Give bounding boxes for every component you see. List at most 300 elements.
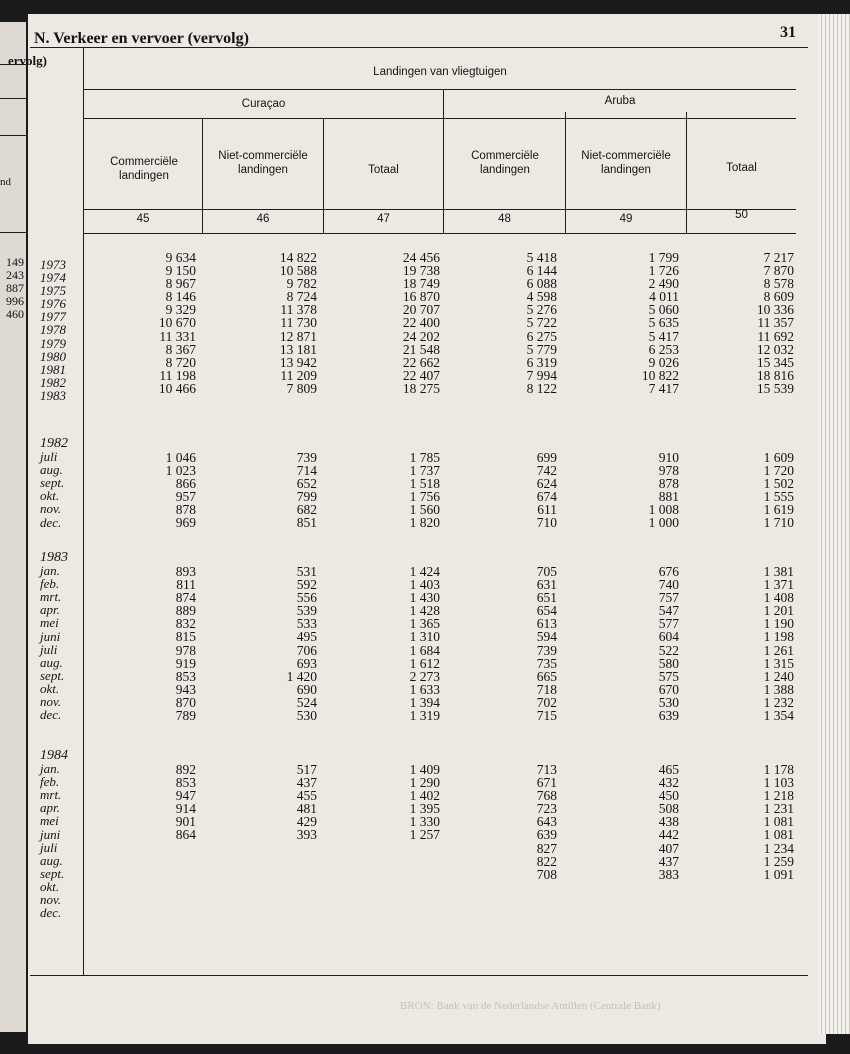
table-cell: 580 xyxy=(658,655,679,671)
table-cell: 1 430 xyxy=(409,590,440,606)
table-cell: 739 xyxy=(296,450,317,465)
table-cell: 1 231 xyxy=(763,801,794,817)
row-label: nov. xyxy=(40,501,62,517)
strip-rule xyxy=(0,135,26,136)
table-cell: 11 730 xyxy=(280,315,317,331)
table-cell: 1 402 xyxy=(409,788,440,804)
table-cell: 1 201 xyxy=(763,603,794,619)
table-cell: 957 xyxy=(175,489,196,505)
column-c45-b1984 xyxy=(126,763,196,842)
section-title: N. Verkeer en vervoer (vervolg) xyxy=(34,30,249,47)
table-cell: 735 xyxy=(536,655,557,671)
table-cell: 665 xyxy=(536,668,557,684)
row-label: juni xyxy=(40,628,61,644)
table-cell: 8 122 xyxy=(526,380,557,396)
table-cell: 708 xyxy=(536,866,557,882)
table-cell: 713 xyxy=(536,762,557,777)
table-cell: 7 809 xyxy=(286,380,317,396)
table-cell: 822 xyxy=(536,853,557,869)
table-cell: 1 394 xyxy=(409,694,440,710)
table-cell: 22 407 xyxy=(402,367,440,383)
table-cell: 1 259 xyxy=(763,853,794,869)
table-cell: 20 707 xyxy=(402,302,440,318)
column-c48-b1984 xyxy=(487,763,557,881)
row-label: sept. xyxy=(40,475,65,491)
table-cell: 15 539 xyxy=(756,380,794,396)
left-strip-numbers xyxy=(0,256,26,321)
col-number-46: 46 xyxy=(256,213,270,225)
table-cell: 624 xyxy=(536,476,557,492)
col-number-49: 49 xyxy=(619,213,633,225)
table-cell: 6 253 xyxy=(648,341,679,357)
table-cell: 455 xyxy=(296,788,317,804)
row-label: 1980 xyxy=(40,348,66,364)
table-cell: 9 782 xyxy=(286,276,317,292)
row-label: 1973 xyxy=(40,257,66,272)
table-cell: 901 xyxy=(175,814,196,830)
table-cell: 789 xyxy=(175,708,196,724)
header-bottom-rule xyxy=(84,233,796,234)
row-label: 1977 xyxy=(40,309,66,325)
table-cell: 1 218 xyxy=(763,788,794,804)
table-cell: 11 209 xyxy=(280,367,317,383)
table-cell: 8 578 xyxy=(763,276,794,292)
strip-number: 243 xyxy=(6,268,24,282)
table-cell: 432 xyxy=(658,775,679,791)
table-cell: 429 xyxy=(296,814,317,830)
table-cell: 10 588 xyxy=(279,263,317,279)
table-cell: 1 178 xyxy=(763,762,794,777)
table-cell: 10 336 xyxy=(756,302,794,318)
table-cell: 654 xyxy=(536,603,557,619)
table-cell: 1 257 xyxy=(409,827,440,843)
column-c47-b1983 xyxy=(370,565,440,722)
table-cell: 757 xyxy=(658,590,679,606)
table-cell: 6 088 xyxy=(526,276,557,292)
table-bottom-rule xyxy=(30,975,808,976)
col-number-50: 50 xyxy=(735,209,748,221)
table-cell: 13 942 xyxy=(279,354,317,370)
table-cell: 1 330 xyxy=(409,814,440,830)
table-cell: 508 xyxy=(658,801,679,817)
table-cell: 1 008 xyxy=(648,502,679,518)
block-year-label: 1983 xyxy=(40,550,68,565)
column-c50-b1983 xyxy=(724,565,794,722)
row-label: jan. xyxy=(40,761,60,777)
block-year-label: 1982 xyxy=(40,436,68,451)
table-cell: 11 357 xyxy=(757,315,794,331)
table-cell: 16 870 xyxy=(402,289,440,305)
left-strip-fragment: nd xyxy=(0,176,11,188)
strip-number: 460 xyxy=(6,307,24,321)
table-cell: 6 144 xyxy=(526,263,557,279)
table-cell: 978 xyxy=(658,463,679,479)
table-cell: 495 xyxy=(296,629,317,645)
table-cell: 1 354 xyxy=(763,708,794,724)
table-cell: 9 150 xyxy=(165,263,196,279)
table-cell: 522 xyxy=(658,642,679,658)
column-c48-b1982 xyxy=(487,451,557,530)
table-cell: 910 xyxy=(658,450,679,465)
table-cell: 8 967 xyxy=(165,276,196,292)
table-cell: 531 xyxy=(296,564,317,579)
table-cell: 799 xyxy=(296,489,317,505)
table-cell: 18 816 xyxy=(756,367,794,383)
table-cell: 651 xyxy=(536,590,557,606)
table-cell: 524 xyxy=(296,694,317,710)
table-cell: 1 799 xyxy=(648,250,679,265)
table-cell: 437 xyxy=(658,853,679,869)
table-cell: 21 548 xyxy=(402,341,440,357)
row-label: juli xyxy=(40,449,58,465)
table-cell: 407 xyxy=(658,840,679,856)
row-label: juni xyxy=(40,826,61,842)
table-cell: 851 xyxy=(296,515,317,531)
table-cell: 715 xyxy=(536,708,557,724)
table-cell: 22 400 xyxy=(402,315,440,331)
table-cell: 1 710 xyxy=(763,515,794,531)
table-cell: 9 634 xyxy=(165,250,196,265)
page-stack-edge xyxy=(818,14,850,1034)
row-labels-years xyxy=(40,258,66,402)
column-c47-years xyxy=(370,251,440,395)
table-cell: 530 xyxy=(658,694,679,710)
row-label: aug. xyxy=(40,654,63,670)
table-cell: 530 xyxy=(296,708,317,724)
table-cell: 1 409 xyxy=(409,762,440,777)
table-cell: 947 xyxy=(175,788,196,804)
table-cell: 575 xyxy=(658,668,679,684)
table-cell: 1 619 xyxy=(763,502,794,518)
table-cell: 1 319 xyxy=(409,708,440,724)
table-cell: 5 418 xyxy=(526,250,557,265)
header-col50: Totaal xyxy=(726,162,757,174)
row-label: mrt. xyxy=(40,589,62,605)
table-cell: 11 198 xyxy=(159,367,196,383)
table-cell: 832 xyxy=(175,616,196,632)
table-cell: 18 749 xyxy=(402,276,440,292)
table-cell: 11 378 xyxy=(280,302,317,318)
table-cell: 7 217 xyxy=(763,250,794,265)
row-label: nov. xyxy=(40,694,62,710)
table-cell: 5 276 xyxy=(526,302,557,318)
table-cell: 652 xyxy=(296,476,317,492)
row-label: dec. xyxy=(40,905,62,921)
table-cell: 1 381 xyxy=(763,564,794,579)
row-labels-b1982 xyxy=(40,437,68,529)
header-curacao: Curaçao xyxy=(241,98,286,110)
col-number-47: 47 xyxy=(377,213,390,225)
row-label: sept. xyxy=(40,667,65,683)
table-cell: 8 720 xyxy=(165,354,196,370)
table-cell: 1 756 xyxy=(409,489,440,505)
table-cell: 1 081 xyxy=(763,827,794,843)
row-labels-b1983 xyxy=(40,551,68,721)
table-cell: 693 xyxy=(296,655,317,671)
column-c48-years xyxy=(487,251,557,395)
col-number-48: 48 xyxy=(498,213,511,225)
row-label: okt. xyxy=(40,680,60,696)
table-cell: 592 xyxy=(296,577,317,593)
table-cell: 539 xyxy=(296,603,317,619)
column-c48-b1983 xyxy=(487,565,557,722)
table-cell: 11 331 xyxy=(159,328,196,344)
table-cell: 1 785 xyxy=(409,450,440,465)
table-cell: 881 xyxy=(658,489,679,505)
strip-rule xyxy=(0,98,26,99)
column-c49-b1982 xyxy=(609,451,679,530)
row-label: apr. xyxy=(40,602,60,618)
row-label: okt. xyxy=(40,878,60,894)
table-cell: 1 103 xyxy=(763,775,794,791)
table-cell: 639 xyxy=(536,827,557,843)
row-label: 1976 xyxy=(40,296,66,312)
row-label: 1981 xyxy=(40,361,66,377)
table-cell: 7 870 xyxy=(763,263,794,279)
table-cell: 1 240 xyxy=(763,668,794,684)
table-cell: 1 000 xyxy=(648,515,679,531)
table-cell: 718 xyxy=(536,681,557,697)
row-label: 1974 xyxy=(40,270,66,286)
table-cell: 450 xyxy=(658,788,679,804)
column-c49-b1984 xyxy=(609,763,679,881)
table-cell: 577 xyxy=(658,616,679,632)
header-col45: Commerciële landingen xyxy=(110,156,178,182)
table-cell: 1 023 xyxy=(165,463,196,479)
table-cell: 1 371 xyxy=(763,577,794,593)
table-cell: 19 738 xyxy=(402,263,440,279)
header-rule xyxy=(84,89,796,90)
table-cell: 1 420 xyxy=(286,668,317,684)
row-label: 1983 xyxy=(40,387,66,403)
table-cell: 1 261 xyxy=(763,642,794,658)
table-cell: 9 026 xyxy=(648,354,679,370)
table-cell: 1 310 xyxy=(409,629,440,645)
table-cell: 866 xyxy=(175,476,196,492)
table-cell: 10 822 xyxy=(641,367,679,383)
row-label: dec. xyxy=(40,707,62,723)
table-cell: 1 502 xyxy=(763,476,794,492)
table-cell: 742 xyxy=(536,463,557,479)
row-label: nov. xyxy=(40,892,62,908)
table-cell: 517 xyxy=(296,762,317,777)
table-cell: 919 xyxy=(175,655,196,671)
table-cell: 853 xyxy=(175,668,196,684)
table-cell: 5 060 xyxy=(648,302,679,318)
table-cell: 6 275 xyxy=(526,328,557,344)
table-cell: 2 490 xyxy=(648,276,679,292)
table-cell: 811 xyxy=(176,577,196,593)
row-label: apr. xyxy=(40,800,60,816)
table-cell: 8 609 xyxy=(763,289,794,305)
row-label: 1975 xyxy=(40,283,66,299)
strip-number: 996 xyxy=(6,294,24,308)
table-cell: 8 146 xyxy=(165,289,196,305)
table-cell: 4 011 xyxy=(649,289,679,305)
strip-number: 887 xyxy=(6,281,24,295)
table-cell: 676 xyxy=(658,564,679,579)
table-cell: 639 xyxy=(658,708,679,724)
table-cell: 437 xyxy=(296,775,317,791)
table-cell: 10 670 xyxy=(158,315,196,331)
table-cell: 631 xyxy=(536,577,557,593)
table-cell: 1 232 xyxy=(763,694,794,710)
bleed-through-footer: BRON: Bank van de Nederlandse Antillen (Centrale Bank) xyxy=(400,1000,661,1012)
table-cell: 5 779 xyxy=(526,341,557,357)
table-cell: 1 365 xyxy=(409,616,440,632)
row-label: mei xyxy=(40,615,59,631)
table-cell: 8 724 xyxy=(286,289,317,305)
table-cell: 978 xyxy=(175,642,196,658)
table-cell: 1 234 xyxy=(763,840,794,856)
column-c47-b1982 xyxy=(370,451,440,530)
header-col47: Totaal xyxy=(368,164,399,176)
column-c49-b1983 xyxy=(609,565,679,722)
table-cell: 10 466 xyxy=(158,380,196,396)
header-main: Landingen van vliegtuigen xyxy=(373,66,507,78)
table-cell: 1 737 xyxy=(409,463,440,479)
table-cell: 6 319 xyxy=(526,354,557,370)
table-cell: 739 xyxy=(536,642,557,658)
table-cell: 827 xyxy=(536,840,557,856)
table-cell: 674 xyxy=(536,489,557,505)
table-cell: 1 403 xyxy=(409,577,440,593)
table-cell: 547 xyxy=(658,603,679,619)
row-label: okt. xyxy=(40,488,60,504)
column-c47-b1984 xyxy=(370,763,440,842)
row-label: aug. xyxy=(40,852,63,868)
column-c50-years xyxy=(724,251,794,395)
table-top-rule xyxy=(30,47,808,48)
table-cell: 815 xyxy=(175,629,196,645)
row-label: sept. xyxy=(40,865,65,881)
table-cell: 1 315 xyxy=(763,655,794,671)
table-cell: 7 417 xyxy=(648,380,679,396)
left-strip-title: ervolg) xyxy=(8,53,47,68)
col-number-45: 45 xyxy=(136,213,150,225)
table-cell: 892 xyxy=(175,762,196,777)
table-cell: 853 xyxy=(175,775,196,791)
table-cell: 12 032 xyxy=(756,341,794,357)
table-cell: 556 xyxy=(296,590,317,606)
table-cell: 723 xyxy=(536,801,557,817)
row-label: 1979 xyxy=(40,335,66,351)
header-col46: Niet-commerciële landingen xyxy=(218,150,308,176)
header-col49: Niet-commerciële landingen xyxy=(581,150,671,176)
strip-number: 149 xyxy=(6,255,24,269)
row-label: jan. xyxy=(40,563,60,579)
table-cell: 5 417 xyxy=(648,328,679,344)
column-c50-b1984 xyxy=(724,763,794,881)
table-cell: 9 329 xyxy=(165,302,196,318)
table-cell: 670 xyxy=(658,681,679,697)
table-cell: 1 684 xyxy=(409,642,440,658)
table-cell: 889 xyxy=(175,603,196,619)
table-cell: 699 xyxy=(536,450,557,465)
table-cell: 1 424 xyxy=(409,564,440,579)
table-cell: 740 xyxy=(658,577,679,593)
strip-rule xyxy=(0,232,26,233)
strip-rule xyxy=(0,64,26,65)
table-cell: 24 456 xyxy=(402,250,440,265)
table-cell: 465 xyxy=(658,762,679,777)
table-cell: 383 xyxy=(658,866,679,882)
table-cell: 13 181 xyxy=(279,341,317,357)
table-cell: 878 xyxy=(658,476,679,492)
table-cell: 706 xyxy=(296,642,317,658)
table-cell: 22 662 xyxy=(402,354,440,370)
table-cell: 5 635 xyxy=(648,315,679,331)
table-cell: 710 xyxy=(536,515,557,531)
table-cell: 18 275 xyxy=(402,380,440,396)
table-cell: 11 692 xyxy=(757,328,794,344)
column-c45-years xyxy=(126,251,196,395)
table-cell: 671 xyxy=(536,775,557,791)
table-cell: 613 xyxy=(536,616,557,632)
table-cell: 24 202 xyxy=(402,328,440,344)
header-aruba: Aruba xyxy=(604,95,636,107)
table-cell: 4 598 xyxy=(526,289,557,305)
table-cell: 14 822 xyxy=(279,250,317,265)
row-label: feb. xyxy=(40,576,60,592)
table-cell: 690 xyxy=(296,681,317,697)
table-cell: 438 xyxy=(658,814,679,830)
table-cell: 7 994 xyxy=(526,367,557,383)
row-label: aug. xyxy=(40,462,63,478)
table-cell: 594 xyxy=(536,629,557,645)
row-label: 1978 xyxy=(40,322,66,338)
table-cell: 1 609 xyxy=(763,450,794,465)
row-label: dec. xyxy=(40,514,62,530)
table-cell: 481 xyxy=(296,801,317,817)
column-c49-years xyxy=(609,251,679,395)
table-cell: 1 198 xyxy=(763,629,794,645)
label-column-rule xyxy=(83,48,84,975)
column-c46-years xyxy=(247,251,317,395)
table-cell: 682 xyxy=(296,502,317,518)
table-cell: 643 xyxy=(536,814,557,830)
table-cell: 702 xyxy=(536,694,557,710)
table-cell: 12 871 xyxy=(279,328,317,344)
table-cell: 393 xyxy=(296,827,317,843)
row-label: 1982 xyxy=(40,374,66,390)
row-label: juli xyxy=(40,839,58,855)
row-label: mrt. xyxy=(40,787,62,803)
table-cell: 878 xyxy=(175,502,196,518)
table-cell: 1 190 xyxy=(763,616,794,632)
table-cell: 1 408 xyxy=(763,590,794,606)
table-cell: 1 388 xyxy=(763,681,794,697)
table-cell: 1 428 xyxy=(409,603,440,619)
table-cell: 1 633 xyxy=(409,681,440,697)
table-cell: 8 367 xyxy=(165,341,196,357)
table-cell: 864 xyxy=(175,827,196,843)
table-cell: 1 820 xyxy=(409,515,440,531)
page-number: 31 xyxy=(780,24,796,41)
table-cell: 1 560 xyxy=(409,502,440,518)
table-cell: 604 xyxy=(658,629,679,645)
table-cell: 1 046 xyxy=(165,450,196,465)
column-c46-b1984 xyxy=(247,763,317,842)
column-c46-b1982 xyxy=(247,451,317,530)
table-cell: 1 726 xyxy=(648,263,679,279)
column-c45-b1983 xyxy=(126,565,196,722)
table-cell: 768 xyxy=(536,788,557,804)
table-cell: 611 xyxy=(537,502,557,518)
table-cell: 1 091 xyxy=(763,866,794,882)
row-label: juli xyxy=(40,641,58,657)
column-c45-b1982 xyxy=(126,451,196,530)
